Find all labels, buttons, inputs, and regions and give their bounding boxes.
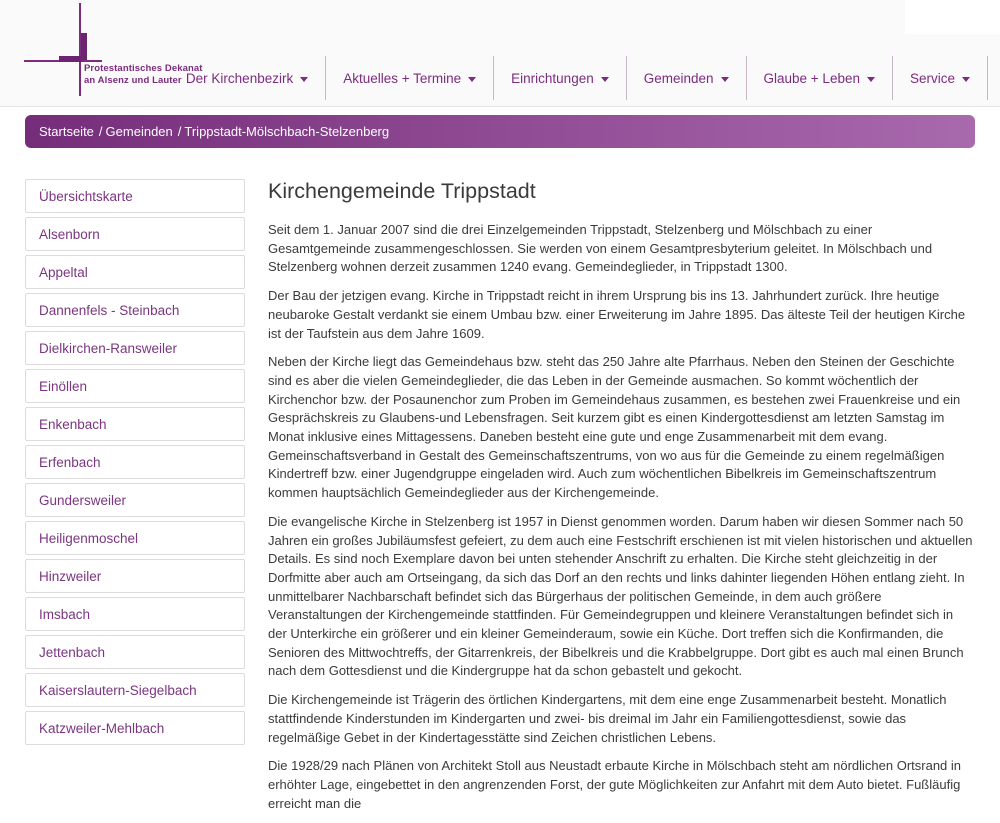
content-paragraph: Die 1928/29 nach Plänen von Architekt Stoll aus Neustadt erbaute Kirche in Mölschbach steht am nördlichen Ortsrand in erhöhter Lage, eingebettet in den angrenzenden Forst, der gute Möglichkeiten zur Anfahrt mit dem Auto bietet. Fußläufig erreicht man die — [268, 758, 962, 811]
breadcrumb-link-startseite[interactable]: Startseite — [39, 124, 94, 139]
dekanat-cross-logo-icon — [59, 56, 82, 62]
sidebar-item-imsbach[interactable]: Imsbach — [25, 597, 245, 631]
sidebar-item-gundersweiler[interactable]: Gundersweiler — [25, 483, 245, 517]
nav-item-label: Service — [909, 70, 955, 86]
breadcrumb-separator: / — [177, 124, 182, 139]
chevron-down-icon — [468, 77, 476, 82]
nav-item-gemeinden[interactable] — [627, 56, 747, 100]
sidebar-item-heiligenmoschel[interactable]: Heiligenmoschel — [25, 521, 245, 555]
content-area — [0, 179, 1000, 823]
sidebar-item-jettenbach[interactable]: Jettenbach — [25, 635, 245, 669]
chevron-down-icon — [601, 77, 609, 82]
content-paragraph: Die Kirchengemeinde ist Trägerin des örtlichen Kindergartens, mit dem eine enge Zusammenarbeit besteht. Monatlich stattfindende Kinderstunden im Kindergarten und zwei- bis dreimal im Jahr ein Familiengottesdienst, sowie das regelmäßige Gebet in der Kindertagesstätte sind Zeichen christlichen Lebens. — [268, 692, 947, 745]
brand-name-line1: Protestantisches Dekanat — [84, 63, 203, 74]
chevron-down-icon — [300, 77, 308, 82]
sidebar-item-einoellen[interactable]: Einöllen — [25, 369, 245, 403]
sidebar-item-kaiserslautern-siegelbach[interactable]: Kaiserslautern-Siegelbach — [25, 673, 245, 707]
sidebar-item-uebersichtskarte[interactable]: Übersichtskarte — [25, 179, 245, 213]
sidebar-item-enkenbach[interactable]: Enkenbach — [25, 407, 245, 441]
sidebar-item-alsenborn[interactable]: Alsenborn — [25, 217, 245, 251]
breadcrumb-separator: / — [98, 124, 103, 139]
chevron-down-icon — [721, 77, 729, 82]
breadcrumb — [25, 115, 975, 148]
content-paragraph: Neben der Kirche liegt das Gemeindehaus bzw. steht das 250 Jahre alte Pfarrhaus. Neben den Steinen der Geschichte sind es aber die vielen Gemeindeglieder, die das Leben in der Gemeinde ausmachen. So kommt wöchentlich der Kirchenchor bzw. der Posaunenchor zum Proben im Gemeindehaus zusammen, es bestehen zwei Frauenkreise und ein Gesprächskreis zu Glaubens-und Lebensfragen. Seit kurzem gibt es einen Kindergottesdienst am letzten Samstag im Monat inklusive eines Mittagessens. Daneben besteht eine gute und enge Zusammenarbeit mit dem evang. Gemeinschaftsverband in Gestalt des Gemeinschaftszentrums, von wo aus für die Gemeinde zu einem regelmäßigen Kindertreff bzw. einer Jugendgruppe eingeladen wird. Auch zum wöchentlichen Bibelkreis im Gemeinschaftszentrum kommen hauptsächlich Gemeindeglieder aus der Kirchengemeinde. — [268, 354, 961, 501]
nav-item-service[interactable] — [893, 56, 988, 100]
nav-item-label: Aktuelles + Termine — [343, 70, 462, 86]
breadcrumb-current-page: Trippstadt-Mölschbach-Stelzenberg — [184, 124, 390, 139]
nav-item-glaube-leben[interactable] — [747, 56, 893, 100]
nav-item-der-kirchenbezirk[interactable] — [169, 56, 326, 100]
page-title: Kirchengemeinde Trippstadt — [268, 179, 536, 203]
content-paragraph: Seit dem 1. Januar 2007 sind die drei Einzelgemeinden Trippstadt, Stelzenberg und Mölschbach zu einer Gesamtgemeinde zusammengeschlossen. Sie werden von einem Gesamtpresbyterium geleitet. In Mölschbach und Stelzenberg wohnen derzeit zusammen 1240 evang. Gemeindeglieder, in Trippstadt 1300. — [268, 222, 933, 275]
content-paragraph: Die evangelische Kirche in Stelzenberg ist 1957 in Dienst genommen worden. Darum haben wir diesen Sommer nach 50 Jahren ein großes Jubiläumsfest gefeiert, zu dem auch eine Festschrift erschienen ist mit vielen historischen und aktuellen Details. Es sind noch Exemplare davon bei unten stehender Anschrift zu erhalten. Die Kirche steht gleichzeitig in der Dorfmitte aber auch am Ortseingang, da sich das Dorf an den rechts und links dahinter liegenden Höhen entlang zieht. In unmittelbarer Nachbarschaft befindet sich das Bürgerhaus der politischen Gemeinde, in dem auch größere Veranstaltungen der Kirchengemeinde stattfinden. Für Gemeindegruppen und kleinere Veranstaltungen befindet sich in der Unterkirche ein größerer und ein kleiner Gemeinderaum, sowie ein Küche. Dort treffen sich die Konfirmanden, die Senioren des Mittwochtreffs, der Gitarrenkreis, der Bibelkreis und die Krabbelgruppe. Dort gibt es auch mal einen Brunch nach dem Gottesdienst und die Kindergruppe hat da schon gebastelt und gekocht. — [268, 513, 973, 679]
nav-item-label: Der Kirchenbezirk — [185, 70, 294, 86]
nav-item-label: Glaube + Leben — [763, 70, 860, 86]
nav-item-label: Gemeinden — [643, 70, 714, 86]
sidebar-item-katzweiler-mehlbach[interactable]: Katzweiler-Mehlbach — [25, 711, 245, 745]
breadcrumb-link-gemeinden[interactable]: Gemeinden — [105, 124, 173, 139]
main-nav — [169, 56, 988, 100]
nav-item-aktuelles-termine[interactable] — [326, 56, 494, 100]
nav-item-einrichtungen[interactable] — [494, 56, 627, 100]
chevron-down-icon — [867, 77, 875, 82]
site-header — [0, 0, 1000, 107]
main-article — [268, 179, 975, 823]
sidebar-item-dielkirchen-ransweiler[interactable]: Dielkirchen-Ransweiler — [25, 331, 245, 365]
nav-item-label: Einrichtungen — [511, 70, 594, 86]
chevron-down-icon — [962, 77, 970, 82]
brand-name-line2: an Alsenz und Lauter — [84, 75, 182, 87]
sidebar-item-appeltal[interactable]: Appeltal — [25, 255, 245, 289]
top-right-panel — [905, 0, 1000, 34]
sidebar-gemeinden-list — [25, 179, 245, 749]
sidebar-item-hinzweiler[interactable]: Hinzweiler — [25, 559, 245, 593]
sidebar-item-erfenbach[interactable]: Erfenbach — [25, 445, 245, 479]
content-paragraph: Der Bau der jetzigen evang. Kirche in Trippstadt reicht in ihrem Ursprung bis ins 13. Jahrhundert zurück. Ihre heutige neubaroke Gestalt verdankt sie einem Umbau bzw. einer Erweiterung im Jahre 1895. Das älteste Teil der heutigen Kirche ist der Taufstein aus dem Jahre 1609. — [268, 288, 966, 341]
sidebar-item-dannenfels-steinbach[interactable]: Dannenfels - Steinbach — [25, 293, 245, 327]
